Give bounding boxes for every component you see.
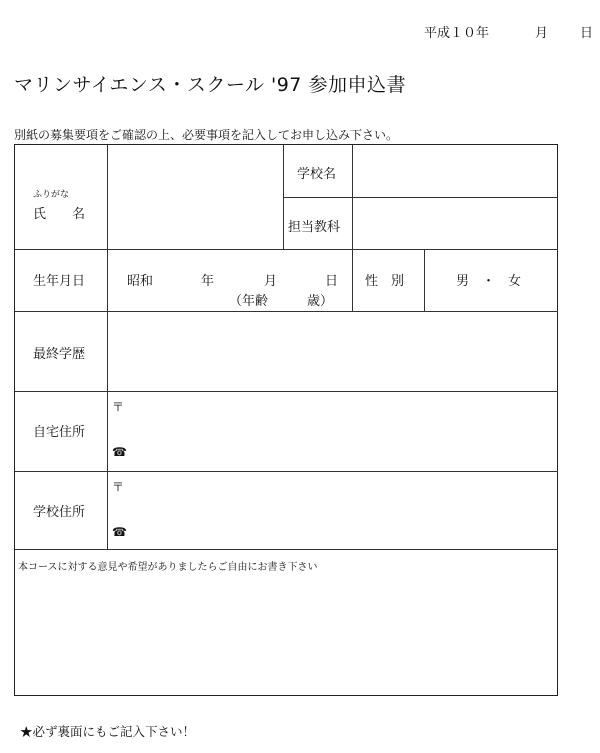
home-address-label: 自宅住所 xyxy=(33,425,86,440)
sex-options[interactable]: 男 ・ 女 xyxy=(456,274,522,289)
phone-icon: ☎ xyxy=(112,525,127,539)
age-label: （年齢 歳） xyxy=(229,294,334,309)
phone-icon: ☎ xyxy=(112,445,127,459)
education-label: 最終学歴 xyxy=(33,347,86,362)
name-field[interactable] xyxy=(108,146,283,249)
school-address-field[interactable] xyxy=(127,472,558,549)
application-form xyxy=(14,144,558,696)
era-label: 昭和 xyxy=(127,274,154,289)
divider xyxy=(283,145,284,249)
name-label: 氏 名 xyxy=(33,207,86,222)
divider xyxy=(352,249,353,311)
divider xyxy=(15,549,558,550)
school-name-field[interactable] xyxy=(353,146,558,197)
date-month: 月 xyxy=(535,26,549,41)
school-name-label: 学校名 xyxy=(297,167,337,182)
day-label: 日 xyxy=(325,274,339,289)
sex-label: 性 別 xyxy=(365,274,405,289)
postal-icon: 〒 xyxy=(112,480,125,494)
comments-label: 本コースに対する意見や希望がありましたらご自由にお書き下さい xyxy=(18,562,318,573)
date-day: 日 xyxy=(580,26,594,41)
form-title: マリンサイエンス・スクール '97 参加申込書 xyxy=(14,74,406,96)
furigana-label: ふりがな xyxy=(33,190,70,200)
year-label: 年 xyxy=(201,274,215,289)
month-label: 月 xyxy=(264,274,278,289)
subject-field[interactable] xyxy=(353,198,558,249)
birthdate-label: 生年月日 xyxy=(33,274,86,289)
date-year: 平成１０年 xyxy=(424,26,490,41)
footer-note: ★必ず裏面にもご記入下さい！ xyxy=(20,724,196,739)
instruction-text: 別紙の募集要項をご確認の上、必要事項を記入してお申し込み下さい。 xyxy=(14,128,399,142)
birthdate-field[interactable] xyxy=(108,250,352,311)
school-address-label: 学校住所 xyxy=(33,505,86,520)
comments-field[interactable] xyxy=(16,575,557,695)
divider xyxy=(424,249,425,311)
home-address-field[interactable] xyxy=(127,392,558,471)
postal-icon: 〒 xyxy=(112,400,125,414)
subject-label: 担当教科 xyxy=(288,220,341,235)
education-field[interactable] xyxy=(108,312,558,391)
